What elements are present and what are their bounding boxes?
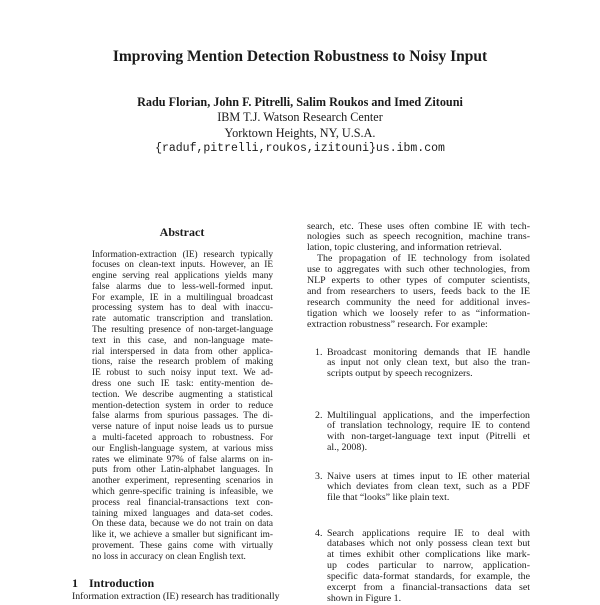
- text-line: scripts output by speech recognizers.: [327, 368, 473, 380]
- text-line: as input not only clean text, but also the tran-: [327, 357, 530, 369]
- text-line: up codes particular to narrow, application-: [327, 560, 530, 572]
- text-line: nologies such as speech recognition, machine trans-: [307, 231, 530, 243]
- text-line: text in this case, and non-language mate-: [92, 335, 273, 346]
- text-line: processing system has to deal with inaccu-: [92, 303, 273, 314]
- section-number: 1: [72, 576, 78, 590]
- list-number: 2.: [315, 409, 323, 421]
- intro-paragraph: [72, 592, 292, 603]
- text-line: which deviates from clean text, such as a PDF: [327, 481, 530, 493]
- section-heading-introduction: [72, 576, 154, 590]
- text-line: Broadcast monitoring demands that IE handle: [327, 346, 530, 358]
- text-line: tigation which we loosely refer to as “information-: [307, 307, 530, 319]
- text-line: false alarms from spurious passages. The di-: [92, 411, 273, 422]
- list-item-text: [327, 529, 530, 605]
- text-line: For example, IE in a multilingual broadcast: [92, 292, 273, 303]
- text-line: mention-detection system in order to reduce: [92, 400, 273, 411]
- list-item-text: [327, 411, 530, 455]
- text-line: provement. These gains come with virtually: [92, 541, 273, 552]
- text-line: no loss in accuracy on clean English text.: [92, 551, 246, 562]
- text-line: verse nature of input noise leads us to pursue: [92, 422, 273, 433]
- text-line: with non-target-language text input (Pitrelli et: [327, 431, 530, 443]
- text-line: Multilingual applications, and the imperfection: [327, 409, 530, 421]
- text-line: dress one such IE task: entity-mention de-: [92, 379, 273, 390]
- text-line: Search applications require IE to deal with: [327, 527, 530, 539]
- list-number: 1.: [315, 346, 323, 358]
- paper-title: Improving Mention Detection Robustness to Noisy Input: [112, 48, 488, 65]
- text-line: search, etc. These uses often combine IE with tech-: [307, 220, 530, 232]
- text-line: of translation technology, require IE to contend: [327, 420, 530, 432]
- text-line: excerpt from a financial-transactions data set: [327, 581, 530, 593]
- list-number: 3.: [315, 470, 323, 482]
- list-item-text: [327, 472, 530, 505]
- text-line: extraction robustness” research. For example:: [307, 318, 488, 330]
- text-line: which genre-specific training is infeasible, we: [92, 487, 273, 498]
- address: Yorktown Heights, NY, U.S.A.: [224, 125, 376, 140]
- abstract-body: [92, 250, 273, 563]
- email: {raduf,pitrelli,roukos,izitouni}us.ibm.com: [155, 142, 445, 155]
- text-line: databases which not only possess clean text but: [327, 538, 530, 550]
- text-line: use to aggregates with such other technologies, from: [307, 264, 530, 276]
- list-number: 4.: [315, 527, 323, 539]
- text-line: tection. We describe augmenting a statistical: [92, 389, 273, 400]
- text-line: shown in Figure 1.: [327, 592, 402, 604]
- text-line: Information-extraction (IE) research typically: [92, 249, 273, 260]
- text-line: rial interspersed in data from other applica-: [92, 346, 273, 357]
- text-line: specific data-format standards, for example, the: [327, 571, 530, 583]
- text-line: like it, we achieve a smaller but significant im-: [92, 530, 273, 541]
- text-line: Naive users at times input to IE other material: [327, 470, 530, 482]
- text-line: IE robust to such noisy input text. We ad-: [92, 368, 273, 379]
- text-line: taining mixed languages and data-set codes.: [92, 508, 273, 519]
- text-line: puts from other Latin-alphabet languages. In: [92, 465, 273, 476]
- text-line: false alarms due to less-well-formed input.: [92, 281, 273, 292]
- affiliation: IBM T.J. Watson Research Center: [217, 110, 383, 124]
- text-line: at times exhibit other complications like mark-: [327, 549, 530, 561]
- section-title: Introduction: [89, 576, 155, 590]
- text-line: our English-language system, at various miss: [92, 443, 273, 454]
- text-line: process real financial-transactions text con-: [92, 497, 273, 508]
- author-list: Radu Florian, John F. Pitrelli, Salim Roukos and Imed Zitouni: [137, 95, 463, 109]
- text-line: rates we eliminate 97% of false alarms on in-: [92, 454, 273, 465]
- text-line: On these data, because we do not train on data: [92, 519, 273, 530]
- text-line: NLP experts to other types of computer scientists,: [307, 274, 530, 286]
- text-line: another experiment, representing scenarios in: [92, 476, 273, 487]
- text-line: engine serving real applications yields many: [92, 271, 273, 282]
- text-line: focuses on clean-text inputs. However, an IE: [92, 260, 273, 271]
- text-line: file that “looks” like plain text.: [327, 492, 450, 504]
- text-line: research community the need for additional inves-: [307, 296, 530, 308]
- text-line: The resulting presence of non-target-language: [92, 325, 273, 336]
- text-line: lation, topic clustering, and information retrieval.: [307, 242, 502, 254]
- text-line: rate automatic transcription and translation.: [92, 314, 273, 325]
- text-line: al., 2008).: [327, 442, 368, 454]
- abstract-heading: Abstract: [159, 225, 205, 239]
- text-line: Information extraction (IE) research has traditionally: [72, 591, 280, 602]
- list-item-text: [327, 348, 530, 381]
- text-line: tions, raise the research problem of making: [92, 357, 273, 368]
- text-line: a multi-faceted approach to robustness. For: [92, 433, 273, 444]
- text-line: and from researchers to users, feeds back to the IE: [307, 285, 530, 297]
- right-column-text: [307, 222, 530, 331]
- text-line: The propagation of IE technology from isolated: [317, 253, 530, 265]
